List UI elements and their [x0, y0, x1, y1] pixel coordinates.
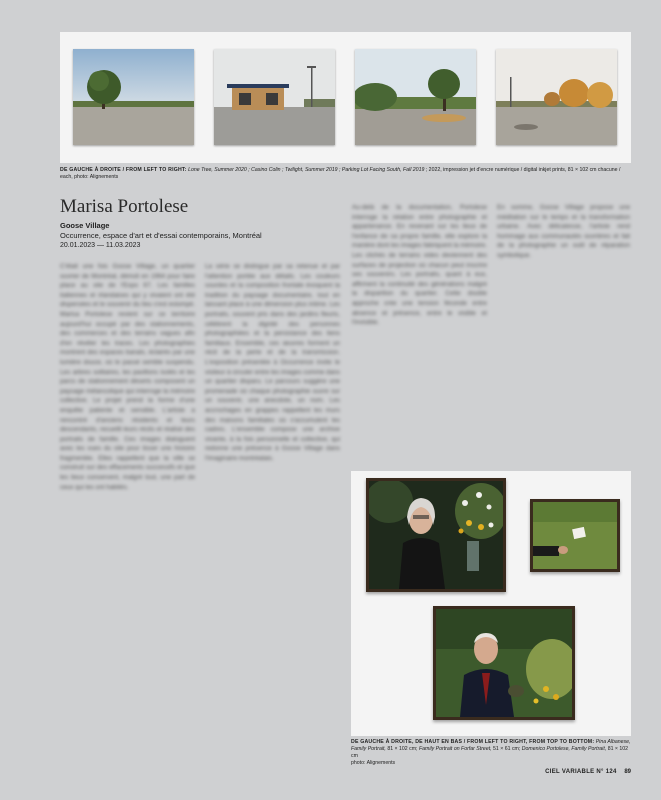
caption-work-1: Pina Albanese, Family Portrait, — [351, 739, 631, 752]
body-column-1: C'était une fois Goose Village, un quartier ouvrier de Montréal, démoli en 1964 pour faire place au site de l'Expo 67. Les familles italiennes et irlandaises qui y vivaient ont été dispersées et le souvenir du lieu s'est estompé. Marisa Portolese revient sur ce territoire aujourd'hui occupé par des stationnements, des commerces et des terrains vagues afin d'en révéler les traces. Les photographies montrent des espaces banals, éclairés par une lumière douce, où le passé semble suspendu. Les arbres solitaires, les pavillons isolés et les parcs de stationnement déserts composent un paysage mélancolique qui interroge la mémoire collective. Le projet prend la forme d'une enquête patiente et sensible. L'artiste a rencontré d'anciens résidents et leurs descendants, recueilli leurs récits et réalisé des portraits de famille. Ces images dialoguent avec les vues du site pour tisser une histoire fragmentée. Elles rappellent que la ville se construit sur des effacements successifs et que les lieux conservent, malgré tout, une part de ceux qui les ont habités. — [60, 263, 195, 491]
caption-details: ; 2022, impression jet d'encre numérique / digital inkjet prints, 81 × 102 cm chacune / each, photo: Alignements — [60, 167, 621, 180]
photo-casino-colin — [214, 49, 335, 145]
portrait-caption-direction: DE GAUCHE À DROITE, DE HAUT EN BAS / FROM LEFT TO RIGHT, FROM TOP TO BOTTOM: — [351, 739, 595, 745]
caption-direction: DE GAUCHE À DROITE / FROM LEFT TO RIGHT: — [60, 167, 187, 173]
body-column-4: En somme, Goose Village propose une méditation sur le temps et la transformation urbaine. Avec délicatesse, l'artiste rend hommage aux communautés ouvrières et fait de la photographie un outil de réparation symbolique. — [497, 204, 630, 259]
body-column-2: La série se distingue par sa retenue et par l'attention portée aux détails. Les couleurs sourdes et la composition frontale évoquent la tradition du paysage documentaire, tout en laissant place à une dimension plus intime. Les portraits, souvent pris dans des jardins fleuris, célèbrent la dignité des personnes photographiées et la persistance des liens familiaux. Ensemble, ces œuvres forment un récit de la perte et de la transmission. L'exposition présentée à Occurrence invite le visiteur à circuler entre les images comme dans un quartier disparu. Le parcours suggère une promenade où chaque photographie ouvre sur un souvenir, une anecdote, un nom. Les accrochages en grappes rappellent les murs des maisons familiales où s'accumulent les cadres. L'ensemble compose une archive vivante, à la fois personnelle et collective, qui redonne une présence à Goose Village dans l'imaginaire montréalais. — [205, 263, 340, 462]
frame-pina-albanese — [366, 478, 506, 592]
caption-work-1-size: 81 × 102 cm; — [387, 746, 418, 752]
body-column-3: Au-delà de la documentation, Portolese interroge la relation entre photographie et appartenance. En revenant sur les lieux de l'enfance de sa propre famille, elle explore la manière dont les images fabriquent la mémoire. Les clichés de terrains vides deviennent des surfaces de projection où chacun peut inscrire ses souvenirs. Les portraits, quant à eux, affirment la continuité des générations malgré la disparition du quartier. Cette double approche crée une tension féconde entre absence et présence, entre le visible et l'invisible. — [352, 204, 487, 327]
frame-forfar-street — [530, 499, 620, 572]
caption-work-3-size: 81 × 102 cm — [351, 746, 629, 759]
portrait-caption — [351, 739, 631, 767]
exhibition-venue: Occurrence, espace d'art et d'essai contemporains, Montréal — [60, 231, 262, 240]
photo-twilight — [355, 49, 476, 145]
page-footer — [545, 769, 631, 775]
photo-lone-tree — [73, 49, 194, 145]
exhibition-title: Goose Village — [60, 221, 110, 230]
magazine-issue: CIEL VARIABLE N° 124 — [545, 769, 617, 775]
frame-domenico-portolese — [433, 606, 575, 720]
caption-work-3: Domenico Portolese, Family Portrait, — [521, 746, 607, 752]
page-number: 89 — [624, 769, 631, 775]
top-photo-caption — [60, 167, 631, 181]
article-author: Marisa Portolese — [60, 196, 189, 217]
caption-works: Lone Tree, Summer 2020 ; Casino Colin ; Twilight, Summer 2019 ; Parking Lot Facing South, Fall 2019 — [188, 167, 425, 173]
photo-parking-lot — [496, 49, 617, 145]
caption-work-2-size: 51 × 61 cm; — [493, 746, 521, 752]
caption-credit: photo: Alignements — [351, 760, 396, 766]
caption-work-2: Family Portrait on Forfar Street, — [418, 746, 492, 752]
exhibition-dates: 20.01.2023 — 11.03.2023 — [60, 242, 141, 249]
